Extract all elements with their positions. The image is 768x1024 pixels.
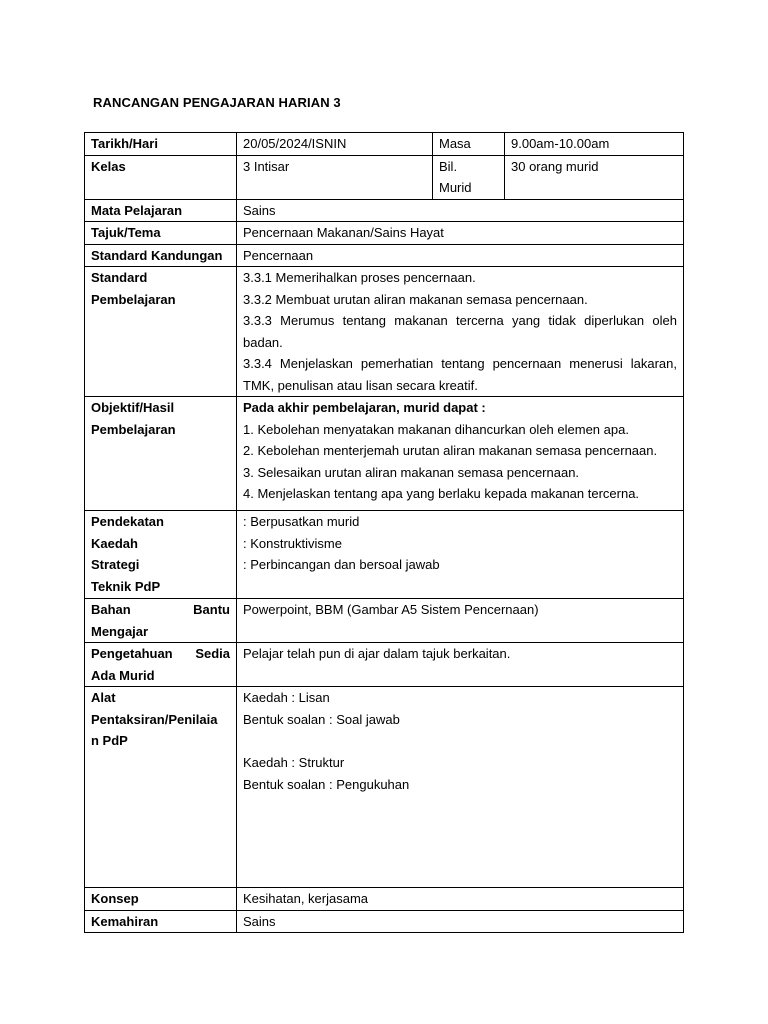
label-pembelajaran: Pembelajaran xyxy=(91,291,176,307)
row-standard-kandungan xyxy=(85,244,684,267)
label-kemahiran: Kemahiran xyxy=(85,910,237,933)
label-objektif-hasil: Objektif/Hasil xyxy=(91,400,175,415)
document-title: RANCANGAN PENGAJARAN HARIAN 3 xyxy=(93,95,341,110)
label-tajuk: Tajuk/Tema xyxy=(85,222,237,245)
objektif-item-4: 4. Menjelaskan tentang apa yang berlaku kepada makanan tercerna. xyxy=(243,486,640,501)
label-bahan xyxy=(85,599,237,643)
row-tarikh xyxy=(85,133,684,156)
objektif-item-3: 3. Selesaikan urutan aliran makanan semasa pencernaan. xyxy=(243,464,580,480)
label-teknik-pdp: Teknik PdP xyxy=(91,578,161,594)
row-objektif xyxy=(85,397,684,511)
alat-kaedah-2: Kaedah : Struktur xyxy=(243,755,345,770)
label-bahan-bantu: Bahan Bantu xyxy=(91,602,230,617)
value-masa: 9.00am-10.00am xyxy=(505,133,684,156)
row-alat xyxy=(85,687,684,888)
label-mengajar: Mengajar xyxy=(91,623,149,639)
row-pendekatan xyxy=(85,511,684,599)
label-alat-2: Pentaksiran/Penilaia xyxy=(91,711,218,727)
row-bahan xyxy=(85,599,684,643)
value-pengetahuan: Pelajar telah pun di ajar dalam tajuk berkaitan. xyxy=(237,643,684,687)
row-konsep xyxy=(85,888,684,911)
value-kelas: 3 Intisar xyxy=(237,155,433,199)
label-pengetahuan-sedia: Pengetahuan Sedia xyxy=(91,646,230,661)
label-objektif-pembelajaran: Pembelajaran xyxy=(91,421,176,437)
label-alat-1: Alat xyxy=(91,690,116,705)
label-konsep: Konsep xyxy=(85,888,237,911)
label-pendekatan-1: Pendekatan xyxy=(91,514,164,529)
label-tarikh: Tarikh/Hari xyxy=(85,133,237,156)
alat-bentuk-2: Bentuk soalan : Pengukuhan xyxy=(243,776,410,792)
sp-item-4: 3.3.4 Menjelaskan pemerhatian tentang pencernaan menerusi lakaran, TMK, penulisan atau lisan secara kreatif. xyxy=(243,356,677,393)
row-standard-pembelajaran xyxy=(85,267,684,397)
label-alat xyxy=(85,687,237,888)
label-objektif xyxy=(85,397,237,511)
objektif-item-2: 2. Kebolehan menterjemah urutan aliran makanan semasa pencernaan. xyxy=(243,443,658,458)
value-standard-kandungan: Pencernaan xyxy=(237,244,684,267)
label-bil: Bil. xyxy=(439,158,458,174)
value-bahan: Powerpoint, BBM (Gambar A5 Sistem Pencernaan) xyxy=(237,599,684,643)
label-mata-pelajaran: Mata Pelajaran xyxy=(85,199,237,222)
value-kemahiran: Sains xyxy=(237,910,684,933)
row-tajuk xyxy=(85,222,684,245)
sp-item-3: 3.3.3 Merumus tentang makanan tercerna yang tidak diperlukan oleh badan. xyxy=(243,313,677,350)
label-strategi: Strategi xyxy=(91,557,140,572)
value-pendekatan xyxy=(237,511,684,599)
alat-spacer xyxy=(243,730,677,752)
label-masa: Masa xyxy=(433,133,505,156)
pendekatan-value-2: : Konstruktivisme xyxy=(243,535,342,551)
label-alat-3: n PdP xyxy=(91,733,128,748)
label-murid: Murid xyxy=(439,180,472,195)
sp-item-2: 3.3.2 Membuat urutan aliran makanan semasa pencernaan. xyxy=(243,291,588,307)
value-tajuk: Pencernaan Makanan/Sains Hayat xyxy=(237,222,684,245)
label-ada-murid: Ada Murid xyxy=(91,667,155,683)
value-konsep: Kesihatan, kerjasama xyxy=(237,888,684,911)
objektif-intro: Pada akhir pembelajaran, murid dapat : xyxy=(243,400,486,415)
sp-item-1: 3.3.1 Memerihalkan proses pencernaan. xyxy=(243,270,476,285)
alat-bentuk-1: Bentuk soalan : Soal jawab xyxy=(243,711,400,727)
label-pendekatan xyxy=(85,511,237,599)
pendekatan-value-3: : Perbincangan dan bersoal jawab xyxy=(243,557,440,572)
value-standard-pembelajaran xyxy=(237,267,684,397)
value-objektif xyxy=(237,397,684,511)
value-bil-murid: 30 orang murid xyxy=(505,155,684,199)
label-standard: Standard xyxy=(91,270,148,285)
row-kelas xyxy=(85,155,684,199)
value-tarikh: 20/05/2024/ISNIN xyxy=(237,133,433,156)
lesson-plan-table xyxy=(84,132,684,933)
row-pengetahuan xyxy=(85,643,684,687)
pendekatan-value-1: : Berpusatkan murid xyxy=(243,514,360,529)
label-standard-pembelajaran xyxy=(85,267,237,397)
label-bil-murid xyxy=(433,155,505,199)
objektif-item-1: 1. Kebolehan menyatakan makanan dihancurkan oleh elemen apa. xyxy=(243,421,629,437)
row-mata-pelajaran xyxy=(85,199,684,222)
value-alat xyxy=(237,687,684,888)
label-standard-kandungan: Standard Kandungan xyxy=(85,244,237,267)
row-kemahiran xyxy=(85,910,684,933)
label-pengetahuan xyxy=(85,643,237,687)
label-kaedah: Kaedah xyxy=(91,535,138,551)
label-kelas: Kelas xyxy=(85,155,237,199)
value-mata-pelajaran: Sains xyxy=(237,199,684,222)
alat-kaedah-1: Kaedah : Lisan xyxy=(243,690,330,705)
